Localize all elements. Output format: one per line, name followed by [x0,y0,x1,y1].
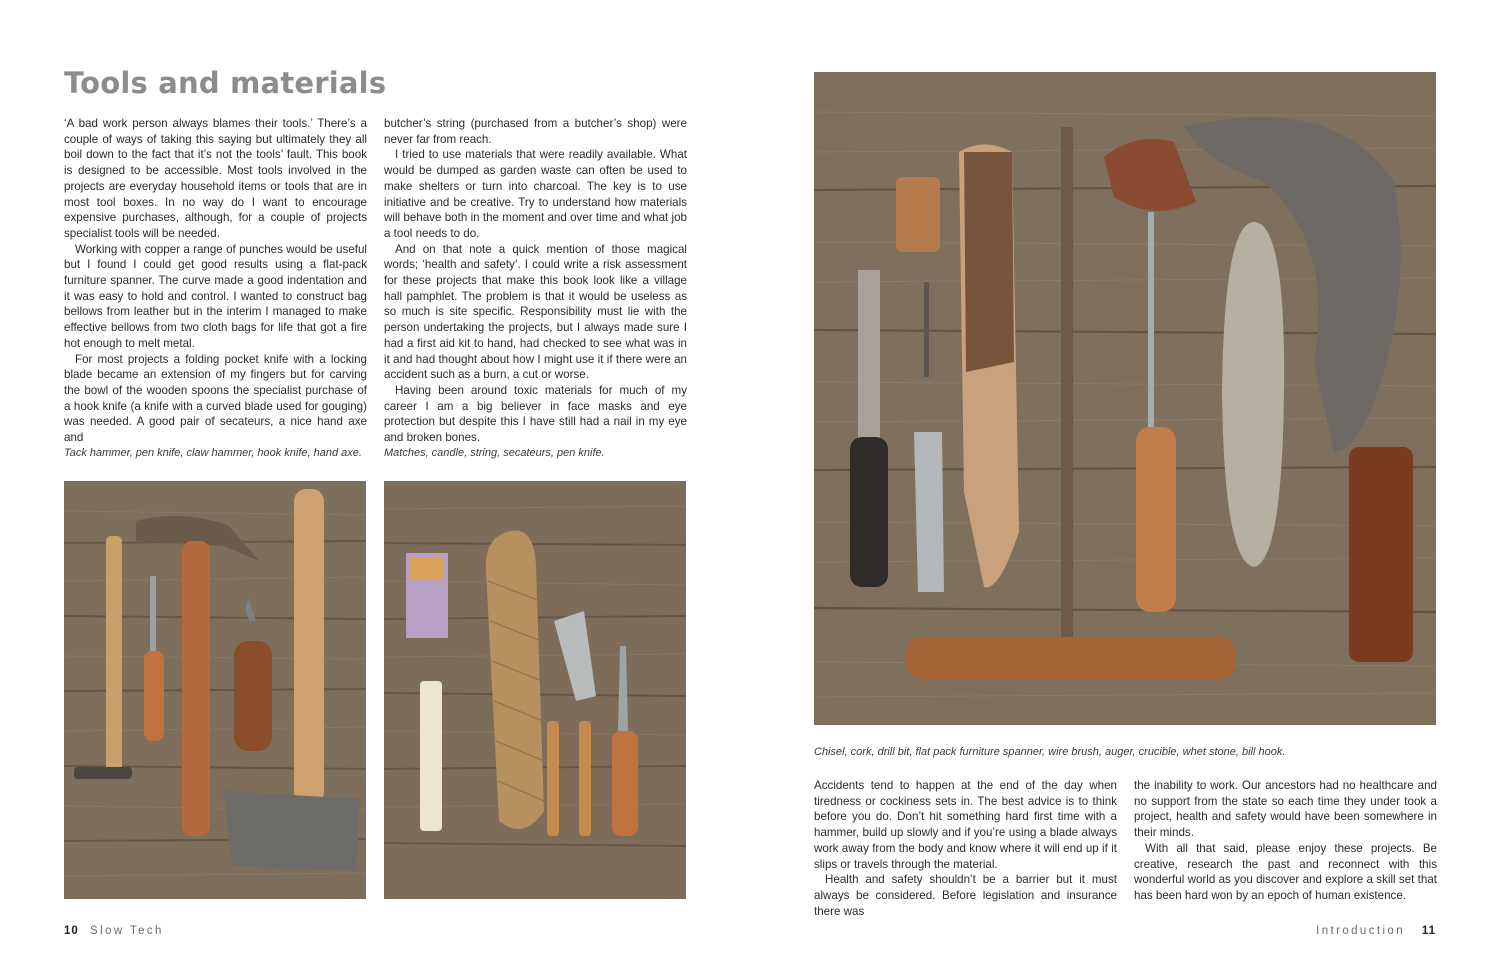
right-page [750,0,1500,964]
paragraph: Health and safety shouldn’t be a barrier but it must always be considered. Before legislation and insurance there was [814,873,1117,918]
photo-caption-flatlay: Chisel, cork, drill bit, flat pack furniture spanner, wire brush, auger, crucible, whet stone, bill hook. [814,746,1286,758]
tools-photo [64,481,366,899]
body-column-4 [1134,778,1437,904]
paragraph: And on that note a quick mention of those magical words; ‘health and safety’. I could write a risk assessment for these projects that make this book look like a village hall pamphlet. The problem is that it would be useless as so much is site specific. Responsibility must lie with the person undertaking the projects, but I always made sure I had a first aid kit to hand, had checked to see what was in it and had thought about how I might use it if there were an accident such as a burn, a cut or worse. [384,242,687,382]
page-heading: Tools and materials [64,66,387,100]
folio-right [1316,925,1436,937]
paragraph: I tried to use materials that were readily available. What would be dumped as garden waste can often be used to make shelters or turn into charcoal. The key is to use initiative and be creative. Try to understand how materials will behave both in the moment and over time and what job a tool needs to do. [384,148,687,240]
page-number: 11 [1421,925,1436,937]
body-column-3 [814,778,1117,919]
tools-flatlay-photo [814,72,1436,725]
page-number: 10 [64,925,79,937]
paragraph: For most projects a folding pocket knife with a locking blade became an extension of my fingers but for carving the bowl of the wooden spoons the specialist purchase of a hook knife (a knife with a curved blade used for gouging) was needed. A good pair of secateurs, a nice hand axe and [64,352,367,445]
paragraph: ‘A bad work person always blames their tools.’ There’s a couple of ways of taking this saying but ultimately they all boil down to the fact that it’s not the tools’ fault. This book is designed to be accessible. Most tools involved in the projects are everyday household items or tools that are in most tool boxes. In no way do I want to encourage expensive purchases, although, for a couple of projects specialist tools will be needed. [64,117,367,240]
body-column-2 [384,116,687,446]
paragraph: With all that said, please enjoy these projects. Be creative, research the past and reconnect with this wonderful world as you discover and explore a skill set that has been hard won by an epoch of human existence. [1134,841,1437,902]
section-title: Introduction [1316,925,1406,937]
paragraph: butcher’s string (purchased from a butcher’s shop) were never far from reach. [384,117,687,146]
paragraph: Accidents tend to happen at the end of the day when tiredness or cockiness sets in. The best advice is to think before you do. Don’t hit something hard first time with a hammer, build up slowly and if you’re using a blade always work away from the body and know where it will end up if it slips or travels through the material. [814,779,1117,871]
photo-caption-materials: Matches, candle, string, secateurs, pen knife. [384,447,605,459]
paragraph: Having been around toxic materials for much of my career I am a big believer in face masks and eye protection but despite this I have still had a nail in my eye and broken bones. [384,383,687,445]
paragraph: Working with copper a range of punches would be useful but I found I could get good results using a flat-pack furniture spanner. The curve made a good indentation and it was easy to hold and control. I wanted to construct bag bellows from leather but in the interim I managed to make effective bellows from two cloth bags for life that got a fire hot enough to melt metal. [64,242,367,350]
folio-left [64,925,164,937]
paragraph: the inability to work. Our ancestors had no healthcare and no support from the state so each time they under took a project, health and safety would have been somewhere in their minds. [1134,779,1437,840]
body-column-1 [64,116,367,446]
materials-photo [384,481,686,899]
book-title: Slow Tech [90,925,164,937]
photo-caption-tools: Tack hammer, pen knife, claw hammer, hook knife, hand axe. [64,447,362,459]
